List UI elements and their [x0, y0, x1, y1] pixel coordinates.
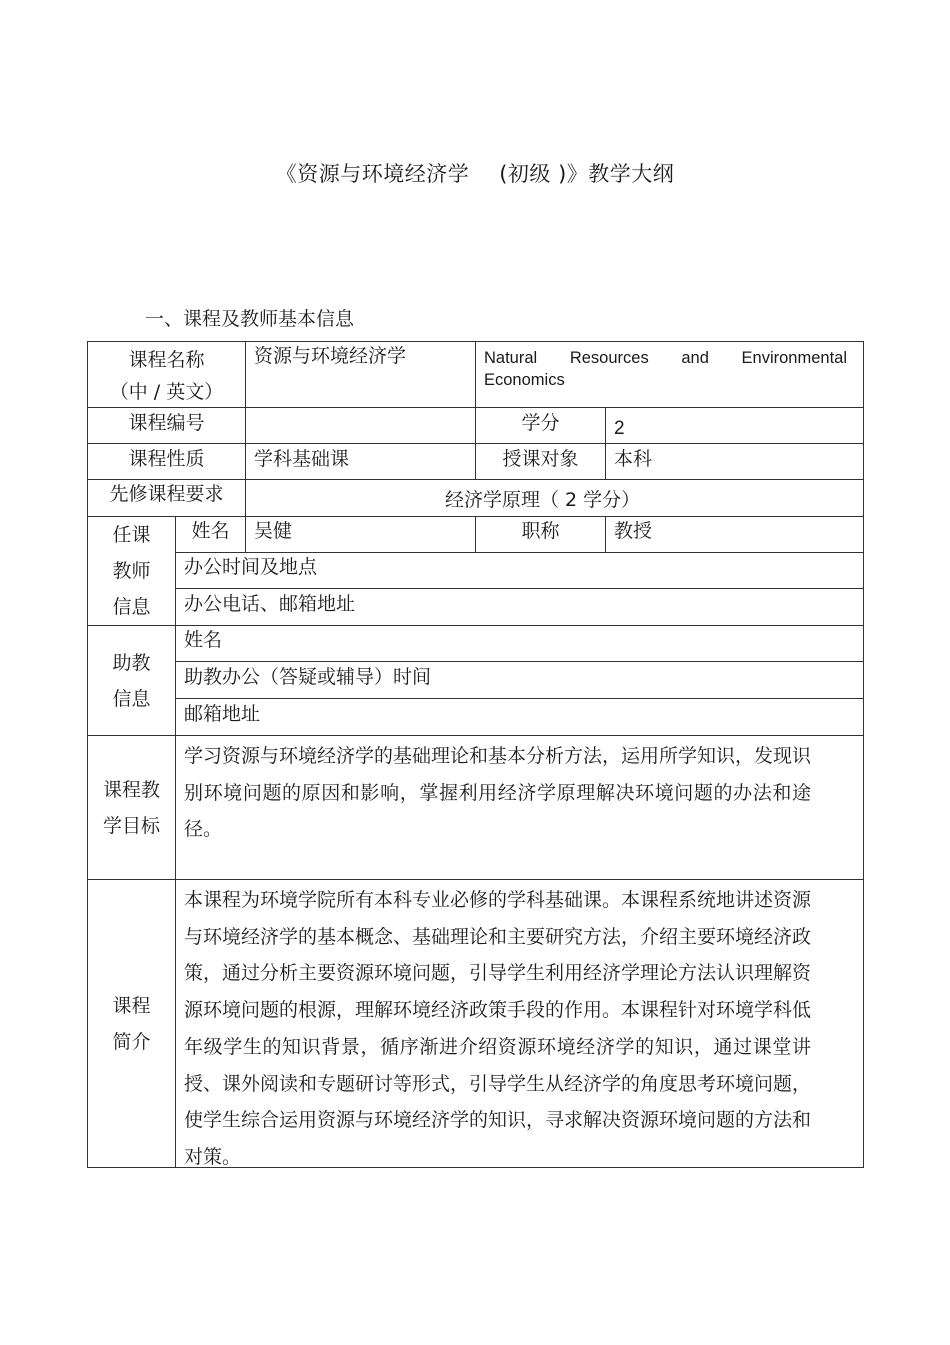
intro-label-line1: 课程 — [112, 994, 151, 1017]
teacher-label-cell — [87, 516, 176, 626]
credits-value-cell — [605, 407, 864, 444]
objectives-text: 学习资源与环境经济学的基础理论和基本分析方法，运用所学知识，发现识别环境问题的原因和影响，掌握利用经济学原理解决环境问题的办法和途径。 — [184, 745, 812, 841]
title-part-1: 《资源与环境经济学 — [275, 162, 470, 186]
course-code-label-cell — [87, 407, 246, 444]
credits-label-cell — [475, 407, 606, 444]
ta-name-cell — [175, 625, 864, 662]
objectives-label-cell — [87, 735, 176, 880]
teacher-label-line1: 任课 — [112, 524, 151, 546]
audience-label: 授课对象 — [502, 448, 579, 470]
teacher-name-value-cell — [245, 516, 476, 553]
intro-label-line2: 简介 — [112, 1030, 151, 1053]
ta-label-line1: 助教 — [112, 651, 151, 674]
intro-text: 本课程为环境学院所有本科专业必修的学科基础课。本课程系统地讲述资源与环境经济学的基本概念、基础理论和主要研究方法，介绍主要环境经济政策，通过分析主要资源环境问题，引导学生利用经济学理论方法认识理解资源环境问题的根源，理解环境经济政策手段的作用。本课程针对环境学科低年级学生的知识背景，循序渐进介绍资源环境经济学的知识，通过课堂讲授、课外阅读和专题研讨等形式，引导学生从经济学的角度思考环境问题，使学生综合运用资源与环境经济学的知识，寻求解决资源环境问题的方法和对策。 — [184, 889, 812, 1168]
objectives-text-cell — [175, 735, 864, 880]
objectives-label-line1: 课程教 — [102, 778, 160, 801]
title-part-2: (初级 )》教学大纲 — [499, 162, 675, 186]
prereq-value-cell — [245, 479, 864, 517]
contact-cell — [175, 588, 864, 626]
teacher-name-value: 吴健 — [254, 520, 293, 542]
ta-email-cell — [175, 698, 864, 736]
course-code-label: 课程编号 — [128, 412, 205, 434]
ta-email-label: 邮箱地址 — [184, 703, 261, 725]
office-hours-cell — [175, 552, 864, 589]
prereq-label-cell — [87, 479, 246, 517]
credits-label: 学分 — [521, 412, 560, 434]
course-name-cn-cell — [245, 341, 476, 408]
prereq-value: 经济学原理（ 2 学分） — [445, 489, 641, 511]
ta-hours-cell — [175, 661, 864, 699]
course-name-cn: 资源与环境经济学 — [254, 345, 407, 367]
credits-value: 2 — [614, 418, 625, 439]
rank-label: 职称 — [521, 520, 560, 542]
audience-value: 本科 — [614, 448, 653, 470]
course-code-value-cell — [245, 407, 476, 444]
document-title — [0, 158, 950, 188]
course-name-en-line2: Economics — [484, 371, 565, 389]
course-type-value: 学科基础课 — [254, 448, 350, 470]
intro-label-cell — [87, 879, 176, 1168]
ta-label-line2: 信息 — [112, 687, 151, 710]
teacher-label-line2: 教师 — [112, 560, 151, 582]
office-hours-label: 办公时间及地点 — [184, 556, 318, 578]
course-name-label-line2: （中 / 英文） — [109, 381, 224, 403]
course-type-label-cell — [87, 443, 246, 480]
teacher-label-line3: 信息 — [112, 596, 151, 618]
intro-text-cell — [175, 879, 864, 1168]
rank-label-cell — [475, 516, 606, 553]
course-name-en-line1: Natural Resources and Environmental — [484, 349, 847, 367]
teacher-name-label-cell — [175, 516, 246, 553]
course-type-label: 课程性质 — [128, 448, 205, 470]
objectives-label-line2: 学目标 — [102, 814, 160, 837]
section-heading: 一、课程及教师基本信息 — [145, 308, 355, 330]
contact-label: 办公电话、邮箱地址 — [184, 593, 356, 615]
teacher-name-label: 姓名 — [191, 520, 230, 542]
prereq-label: 先修课程要求 — [109, 483, 224, 505]
ta-hours-label: 助教办公（答疑或辅导）时间 — [184, 666, 432, 688]
course-name-en-cell — [475, 341, 864, 408]
audience-label-cell — [475, 443, 606, 480]
ta-name-label: 姓名 — [184, 629, 223, 651]
rank-value: 教授 — [614, 520, 653, 542]
ta-label-cell — [87, 625, 176, 736]
rank-value-cell — [605, 516, 864, 553]
course-name-label-cell — [87, 341, 246, 408]
course-name-label-line1: 课程名称 — [128, 349, 205, 371]
course-type-value-cell — [245, 443, 476, 480]
audience-value-cell — [605, 443, 864, 480]
